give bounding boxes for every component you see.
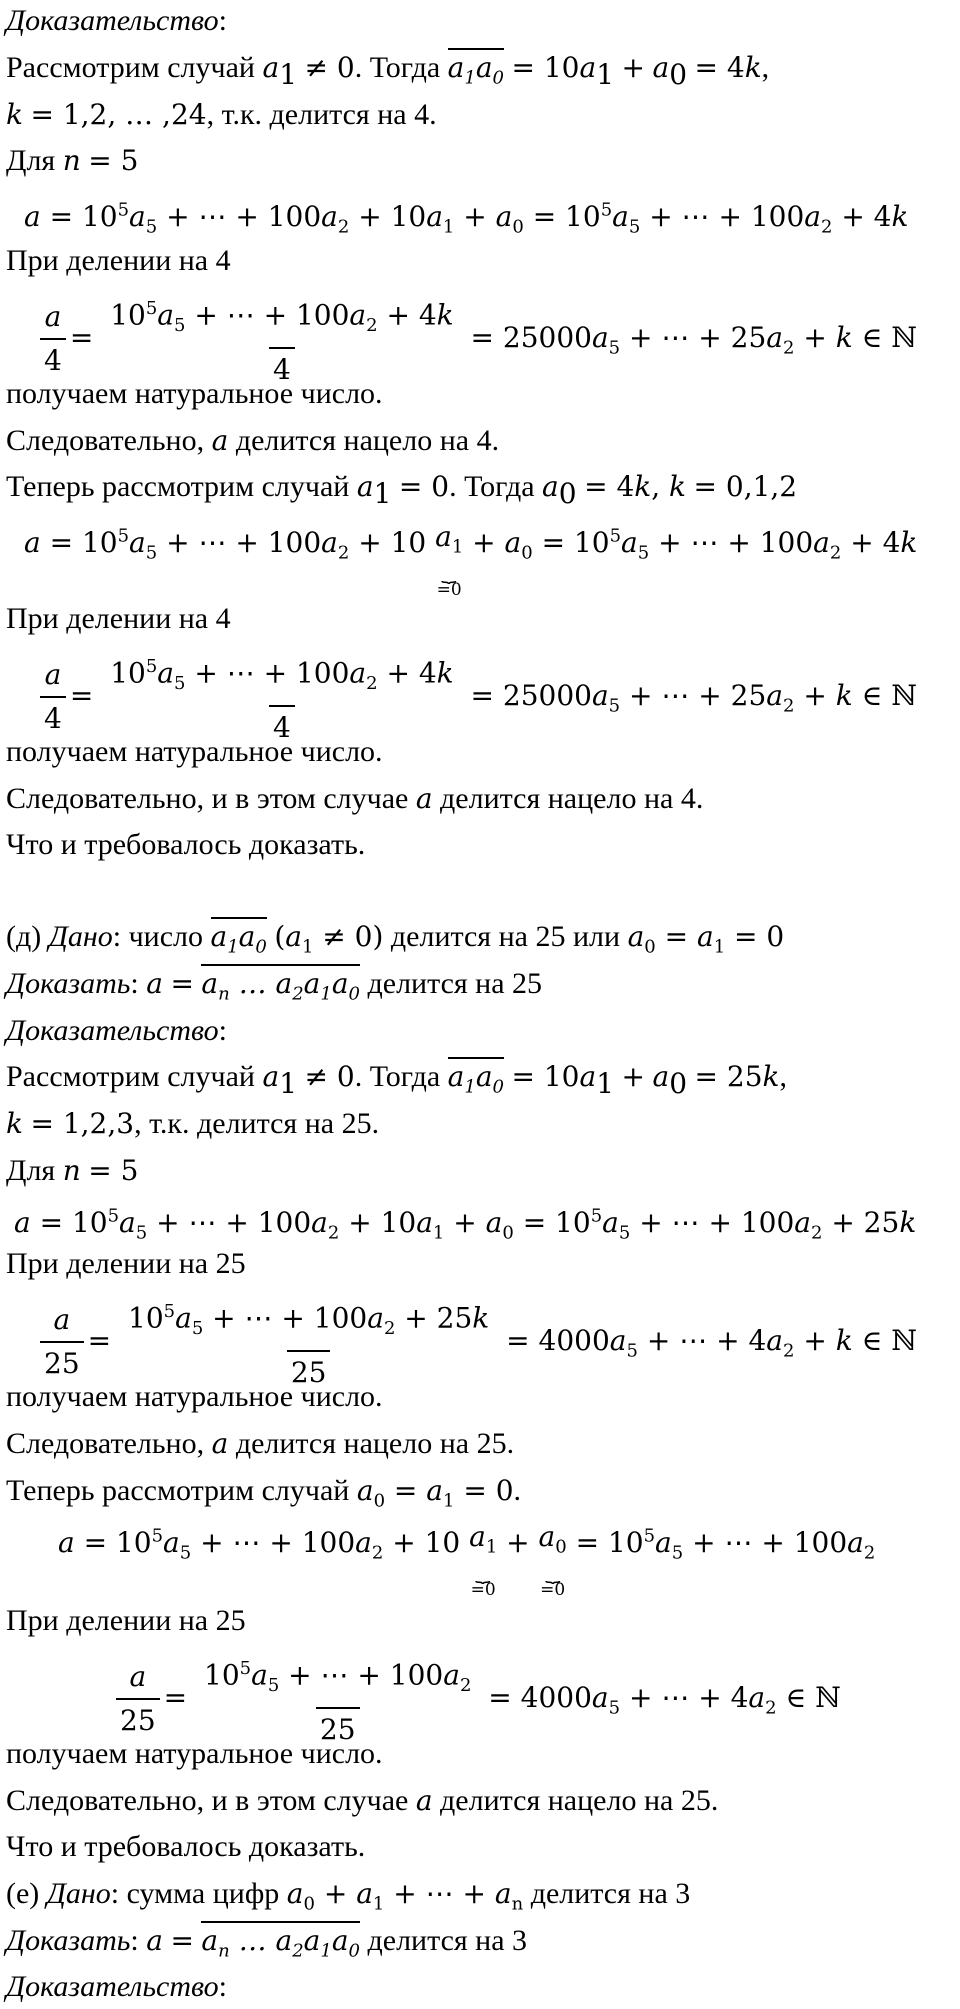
text-line: При делении на 25 <box>6 1247 246 1280</box>
text-line: k = 1,2, … ,24, т.к. делится на 4. <box>6 98 437 131</box>
fraction-formula: $\frac{a}{25}$ = $\frac{10^5a_5 + \cdots + 100a_2}{25}$ = $4000a_5$ + ⋯ + $4a_2$ ∈ ℕ <box>112 1650 841 1749</box>
text-line: Для n = 5 <box>6 1154 139 1187</box>
formula-line: $a = 10^5a_5$ + ⋯ + $100a_2 + 10a_1 + a_0 = 10^5a_5$ + ⋯ + $100a_2 + 4k$ <box>24 200 909 238</box>
formula-line: $a = 10^5a_5$ + ⋯ + $100a_2 + 10$ $a_1$ ⏟ =0 + $a_0$ ⏟ =0 = $10^5a_5$ + ⋯ + $100a_2$ <box>58 1520 876 1600</box>
text-line: Для n = 5 <box>6 144 139 177</box>
text-line: Следовательно, a делится нацело на 4. <box>6 424 500 457</box>
fraction-formula: $\frac{a}{4}$ = $\frac{10^5a_5 + \cdots + 100a_2 + 4k}{4}$ = $25000a_5$ + ⋯ + $25a_2 + k$ ∈ ℕ <box>36 648 917 747</box>
section-e-prove: Доказать: $a = a_n$ … $a_2a_1a_0$ делится на 3 <box>6 1922 527 1971</box>
formula-line: $a = 10^5a_5$ + ⋯ + $100a_2 + 10$ $a_1$ ⏟ =0 + $a_0 = 10^5a_5$ + ⋯ + $100a_2 + 4k$ <box>24 520 918 600</box>
text-line: получаем натуральное число. <box>6 1380 383 1413</box>
text-line: Теперь рассмотрим случай $a_0 = a_1 = 0$. <box>6 1474 522 1512</box>
fraction-formula: $\frac{a}{4}$ = $\frac{10^5a_5 + \cdots + 100a_2 + 4k}{4}$ = $25000a_5$ + ⋯ + $25a_2 + k$ ∈ ℕ <box>36 290 917 389</box>
formula-line: $a = 10^5a_5$ + ⋯ + $100a_2 + 10a_1 + a_0 = 10^5a_5$ + ⋯ + $100a_2 + 25k$ <box>14 1206 917 1244</box>
text-line: При делении на 4 <box>6 244 231 277</box>
section-d-prove: Доказать: $a = a_n$ … $a_2a_1a_0$ делится на 25 <box>6 965 542 1014</box>
text-line: k = 1,2,3, т.к. делится на 25. <box>6 1107 380 1140</box>
text-line: Следовательно, и в этом случае a делится нацело на 4. <box>6 782 704 815</box>
text-line: Что и требовалось доказать. <box>6 1830 366 1863</box>
proof-heading-1: Доказательство: <box>6 4 227 37</box>
text-line: Рассмотрим случай $a_1 \ne 0$. Тогда $a_1a_0 = 10a_1 + a_0 = 4k$, <box>6 49 769 98</box>
text-line: получаем натуральное число. <box>6 377 383 410</box>
text-line: получаем натуральное число. <box>6 1737 383 1770</box>
proof-heading-3: Доказательство: <box>6 1970 227 2003</box>
section-d-given: (д) Дано: число $a_1a_0$ $(a_1 \ne 0)$ делится на 25 или $a_0 = a_1 = 0$ <box>6 918 784 967</box>
proof-heading-2: Доказательство: <box>6 1014 227 1047</box>
text-line: Что и требовалось доказать. <box>6 828 366 861</box>
text-line: Следовательно, и в этом случае a делится нацело на 25. <box>6 1784 719 1817</box>
text-line: Теперь рассмотрим случай $a_1 = 0$. Тогда $a_0 = 4k$, k = 0,1,2 <box>6 470 798 510</box>
text-line: получаем натуральное число. <box>6 735 383 768</box>
section-e-given: (е) Дано: сумма цифр $a_0 + a_1$ + ⋯ + $a_n$ делится на 3 <box>6 1877 691 1915</box>
fraction-formula: $\frac{a}{25}$ = $\frac{10^5a_5 + \cdots + 100a_2 + 25k}{25}$ = $4000a_5$ + ⋯ + $4a_2 + k$ ∈ ℕ <box>36 1293 917 1392</box>
text-line: При делении на 25 <box>6 1604 246 1637</box>
text-line: При делении на 4 <box>6 602 231 635</box>
text-line: Рассмотрим случай $a_1 \ne 0$. Тогда $a_1a_0 = 10a_1 + a_0 = 25k$, <box>6 1058 787 1107</box>
text-line: Следовательно, a делится нацело на 25. <box>6 1427 515 1460</box>
